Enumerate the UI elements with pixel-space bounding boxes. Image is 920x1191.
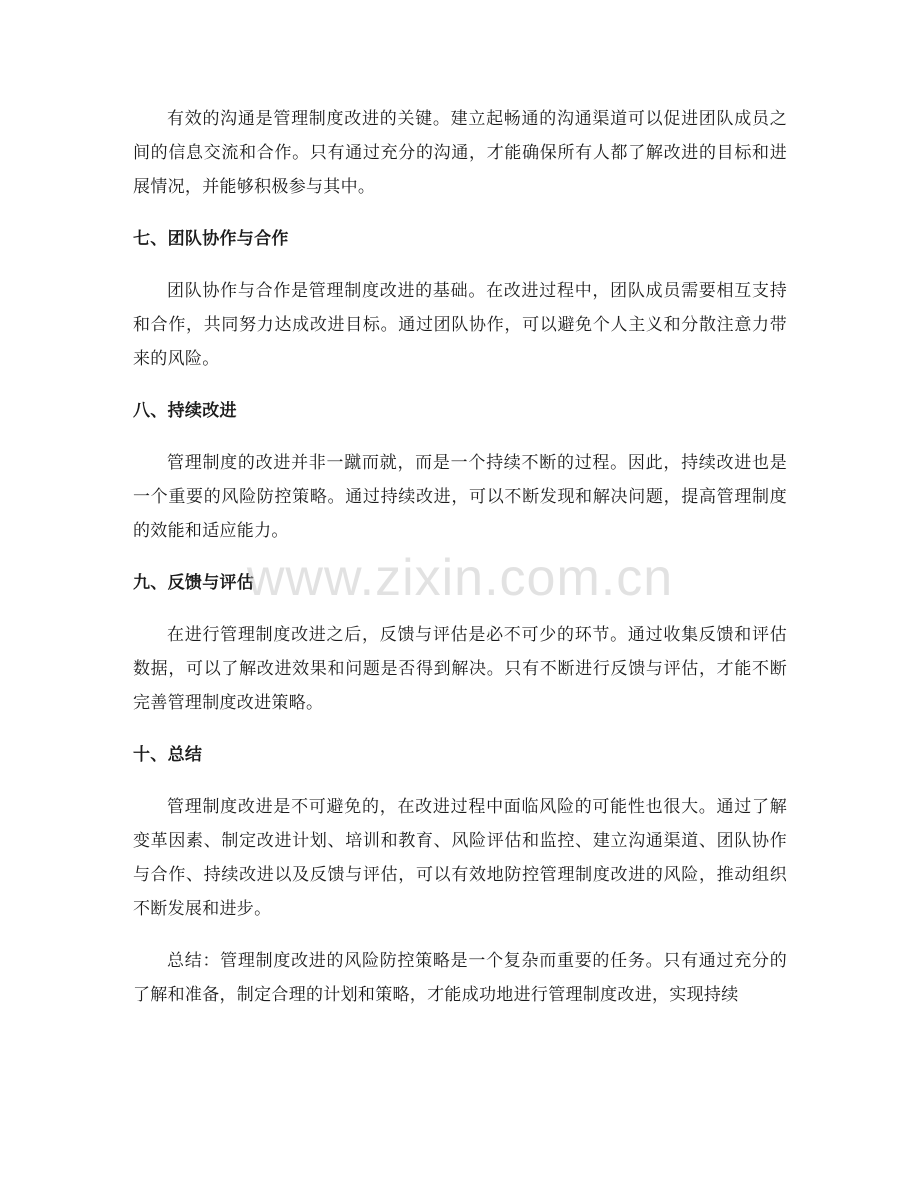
heading-summary: 十、总结	[133, 745, 203, 765]
paragraph-continuous-improvement: 管理制度的改进并非一蹴而就，而是一个持续不断的过程。因此，持续改进也是一个重要的风险防控策略。通过持续改进，可以不断发现和解决问题，提高管理制度的效能和适应能力。	[133, 453, 787, 541]
paragraph-team-collaboration: 团队协作与合作是管理制度改进的基础。在改进过程中，团队成员需要相互支持和合作，共同努力达成改进目标。通过团队协作，可以避免个人主义和分散注意力带来的风险。	[133, 281, 787, 369]
paragraph-feedback-evaluation: 在进行管理制度改进之后，反馈与评估是必不可少的环节。通过收集反馈和评估数据，可以了解改进效果和问题是否得到解决。只有不断进行反馈与评估，才能不断完善管理制度改进策略。	[133, 625, 787, 713]
heading-continuous-improvement: 八、持续改进	[133, 401, 237, 421]
watermark: www.zixin.com.cn	[246, 549, 674, 607]
heading-feedback-evaluation: 九、反馈与评估	[133, 573, 255, 593]
paragraph-communication: 有效的沟通是管理制度改进的关键。建立起畅通的沟通渠道可以促进团队成员之间的信息交流和合作。只有通过充分的沟通，才能确保所有人都了解改进的目标和进展情况，并能够积极参与其中。	[133, 109, 787, 197]
heading-team-collaboration: 七、团队协作与合作	[133, 229, 289, 249]
paragraph-summary: 管理制度改进是不可避免的，在改进过程中面临风险的可能性也很大。通过了解变革因素、制定改进计划、培训和教育、风险评估和监控、建立沟通渠道、团队协作与合作、持续改进以及反馈与评估，可以有效地防控管理制度改进的风险，推动组织不断发展和进步。	[133, 797, 787, 919]
paragraph-conclusion: 总结：管理制度改进的风险防控策略是一个复杂而重要的任务。只有通过充分的了解和准备，制定合理的计划和策略，才能成功地进行管理制度改进，实现持续	[133, 951, 787, 1005]
document-body	[133, 102, 787, 1030]
